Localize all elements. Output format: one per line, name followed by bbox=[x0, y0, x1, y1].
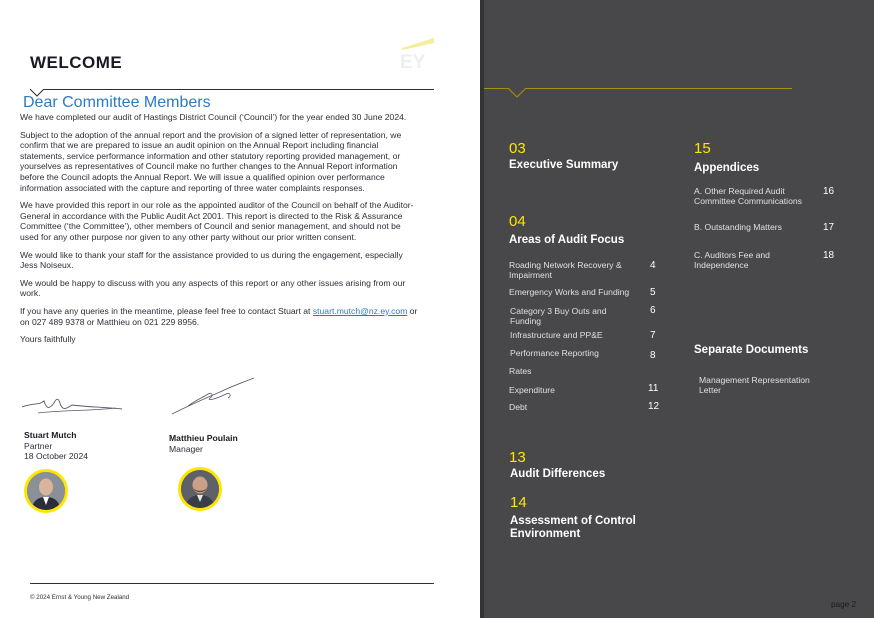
toc-page-infrastructure: 7 bbox=[650, 330, 656, 341]
signatory-name: Stuart Mutch bbox=[24, 430, 77, 440]
paragraph-completion: We have completed our audit of Hastings District Council (‘Council’) for the year ended 30 June 2024. bbox=[20, 112, 407, 122]
portrait-icon bbox=[181, 470, 219, 508]
portrait-icon bbox=[27, 472, 65, 510]
toc-page-emergency-works: 5 bbox=[650, 287, 656, 298]
toc-item-emergency-works[interactable]: Emergency Works and Funding bbox=[509, 287, 630, 297]
toc-item-performance[interactable]: Performance Reporting bbox=[510, 348, 599, 358]
toc-num-audit-differences: 13 bbox=[509, 449, 526, 466]
logo-text: EY bbox=[400, 52, 426, 70]
toc-item-debt[interactable]: Debt bbox=[509, 402, 528, 412]
toc-item-rates[interactable]: Rates bbox=[509, 366, 532, 376]
toc-page-appendix-a: 16 bbox=[823, 186, 835, 197]
toc-num-audit-focus: 04 bbox=[509, 213, 526, 230]
paragraph-thanks: We would like to thank your staff for the assistance provided to us during the engagement, especially Jess Noiseux. bbox=[20, 249, 403, 271]
signatory-name: Matthieu Poulain bbox=[169, 433, 238, 443]
toc-page-appendix-b: 17 bbox=[823, 222, 835, 233]
signatory-matthieu bbox=[169, 433, 238, 454]
contents-rule bbox=[484, 88, 792, 89]
avatar-matthieu bbox=[178, 467, 222, 511]
ey-logo bbox=[398, 36, 438, 70]
toc-link-executive-summary[interactable]: Executive Summary bbox=[509, 159, 619, 171]
toc-link-control-environment[interactable]: Assessment of Control Environment bbox=[510, 515, 636, 540]
toc-num-executive-summary: 03 bbox=[509, 140, 526, 157]
signature-matthieu bbox=[168, 376, 258, 418]
toc-num-control-environment: 14 bbox=[510, 494, 527, 511]
signatory-role: Partner bbox=[24, 440, 53, 451]
toc-item-management-representation[interactable]: Management Representation Letter bbox=[699, 375, 810, 395]
toc-page-performance: 8 bbox=[650, 350, 656, 361]
toc-page-debt: 12 bbox=[648, 401, 660, 412]
toc-item-roading[interactable]: Roading Network Recovery & Impairment bbox=[509, 260, 622, 280]
toc-num-appendices: 15 bbox=[694, 140, 711, 157]
closing: Yours faithfully bbox=[20, 334, 76, 345]
signatory-date: 18 October 2024 bbox=[24, 451, 89, 462]
contact-prefix: If you have any queries in the meantime, please feel free to contact Stuart at bbox=[20, 305, 313, 316]
toc-page-expenditure: 11 bbox=[648, 383, 659, 394]
footer-rule bbox=[30, 583, 434, 584]
paragraph-role: We have provided this report in our role as the appointed auditor of the Council on behalf of the Auditor-General in accordance with the Public Audit Act 2001. This report is directed to the Risk & Assurance Committee (‘the Committee’), other members of Council and senior management, and should not be used for any other purpose nor given to any other party without our prior written consent. bbox=[20, 200, 414, 242]
toc-item-expenditure[interactable]: Expenditure bbox=[509, 385, 555, 395]
toc-page-roading: 4 bbox=[650, 260, 656, 271]
paragraph-contact bbox=[20, 306, 420, 327]
signature-stuart bbox=[20, 393, 125, 419]
paragraph-opinion: Subject to the adoption of the annual report and the provision of a signed letter of representation, we confirm that we are prepared to issue an audit opinion on the Annual Report including financial statements, service performance information and other statutory reporting provided management, or yourselves as representatives of Council make no further changes to the Annual Report information before the Council adopts the Annual Report. We will issue a qualified opinion over performance information associated with the capture and reporting of three water complaints responses. bbox=[20, 129, 402, 193]
toc-item-appendix-c[interactable]: C. Auditors Fee and Independence bbox=[694, 250, 770, 270]
signatory-role: Manager bbox=[169, 443, 203, 454]
toc-item-appendix-b[interactable]: B. Outstanding Matters bbox=[694, 222, 782, 232]
toc-heading-separate-documents: Separate Documents bbox=[694, 344, 809, 356]
page-number: page 2 bbox=[831, 600, 857, 609]
toc-item-appendix-a[interactable]: A. Other Required Audit Committee Communications bbox=[694, 186, 802, 206]
toc-item-infrastructure[interactable]: Infrastructure and PP&E bbox=[510, 330, 603, 340]
header-rule bbox=[30, 89, 434, 90]
paragraph-discuss: We would be happy to discuss with you any aspects of this report or any other issues arising from our work. bbox=[20, 277, 406, 299]
page-title: WELCOME bbox=[30, 53, 123, 72]
toc-link-audit-focus[interactable]: Areas of Audit Focus bbox=[509, 234, 625, 246]
salutation: Dear Committee Members bbox=[23, 94, 211, 111]
toc-page-appendix-c: 18 bbox=[823, 250, 835, 261]
toc-item-category3[interactable]: Category 3 Buy Outs and Funding bbox=[510, 306, 607, 326]
contents-notch bbox=[507, 88, 527, 98]
avatar-stuart bbox=[24, 469, 68, 513]
email-link[interactable]: stuart.mutch@nz.ey.com bbox=[312, 305, 408, 316]
copyright: © 2024 Ernst & Young New Zealand bbox=[30, 594, 130, 601]
toc-link-appendices[interactable]: Appendices bbox=[694, 162, 760, 174]
contact-suffix: or on 027 489 9378 or Matthieu on 021 229 8956. bbox=[20, 305, 418, 327]
toc-page-category3: 6 bbox=[650, 305, 656, 316]
toc-link-audit-differences[interactable]: Audit Differences bbox=[510, 468, 606, 480]
panel-divider bbox=[480, 0, 484, 618]
signatory-stuart bbox=[24, 430, 88, 462]
letter-body bbox=[20, 112, 420, 352]
